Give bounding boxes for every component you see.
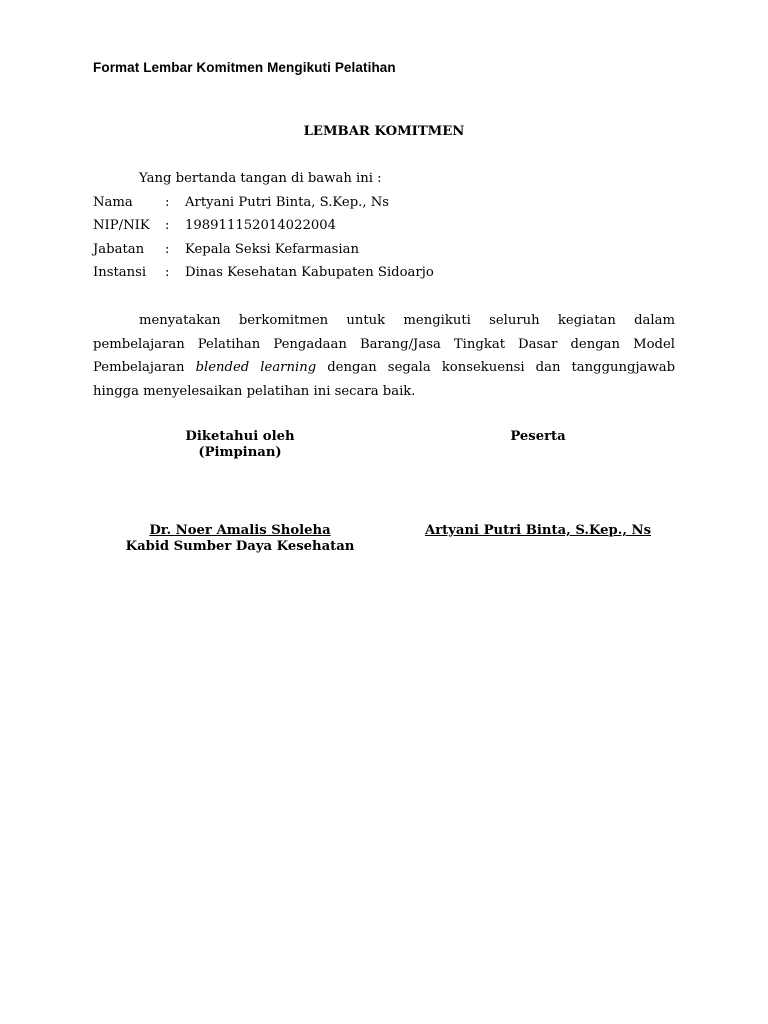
signature-left-signer [115,523,365,555]
signature-right-heading [413,429,663,445]
identity-label: Nama [93,195,133,210]
identity-value: Dinas Kesehatan Kabupaten Sidoarjo [185,264,434,280]
identity-label: Jabatan [93,241,145,257]
identity-value: 198911152014022004 [185,218,337,234]
signature-left-heading [115,429,365,461]
statement-italic: blended learning [195,360,317,376]
identity-colon: : [165,218,170,234]
signature-left-subtitle: (Pimpinan) [198,445,282,460]
statement-part-2: dengan segala konsekuensi dan tanggungjawab hingga menyelesaikan pelatihan ini secara baik. [93,360,676,400]
identity-label: NIP/NIK [93,218,150,234]
header-note: Format Lembar Komitmen Mengikuti Pelatihan [93,60,396,75]
signer-left-name: Dr. Noer Amalis Sholeha [149,523,331,538]
identity-value: Artyani Putri Binta, S.Kep., Ns [185,195,390,210]
identity-colon: : [165,195,170,210]
signer-right-name: Artyani Putri Binta, S.Kep., Ns [424,523,652,538]
signature-right-title: Peserta [510,429,566,444]
identity-colon: : [165,264,170,280]
signature-left-title: Diketahui oleh [185,429,295,444]
intro-text: Yang bertanda tangan di bawah ini : [139,171,382,186]
commitment-statement [93,309,675,404]
identity-colon: : [165,241,170,257]
document-title: LEMBAR KOMITMEN [303,124,465,139]
signature-right-signer [413,523,663,539]
statement-part-1: menyatakan berkomitmen untuk mengikuti seluruh kegiatan dalam pembelajaran Pelatihan Pengadaan Barang/Jasa Tingkat Dasar dengan Model Pembelajaran [93,313,675,376]
identity-value: Kepala Seksi Kefarmasian [185,241,359,257]
identity-label: Instansi [93,264,147,280]
signer-left-position: Kabid Sumber Daya Kesehatan [125,539,355,554]
